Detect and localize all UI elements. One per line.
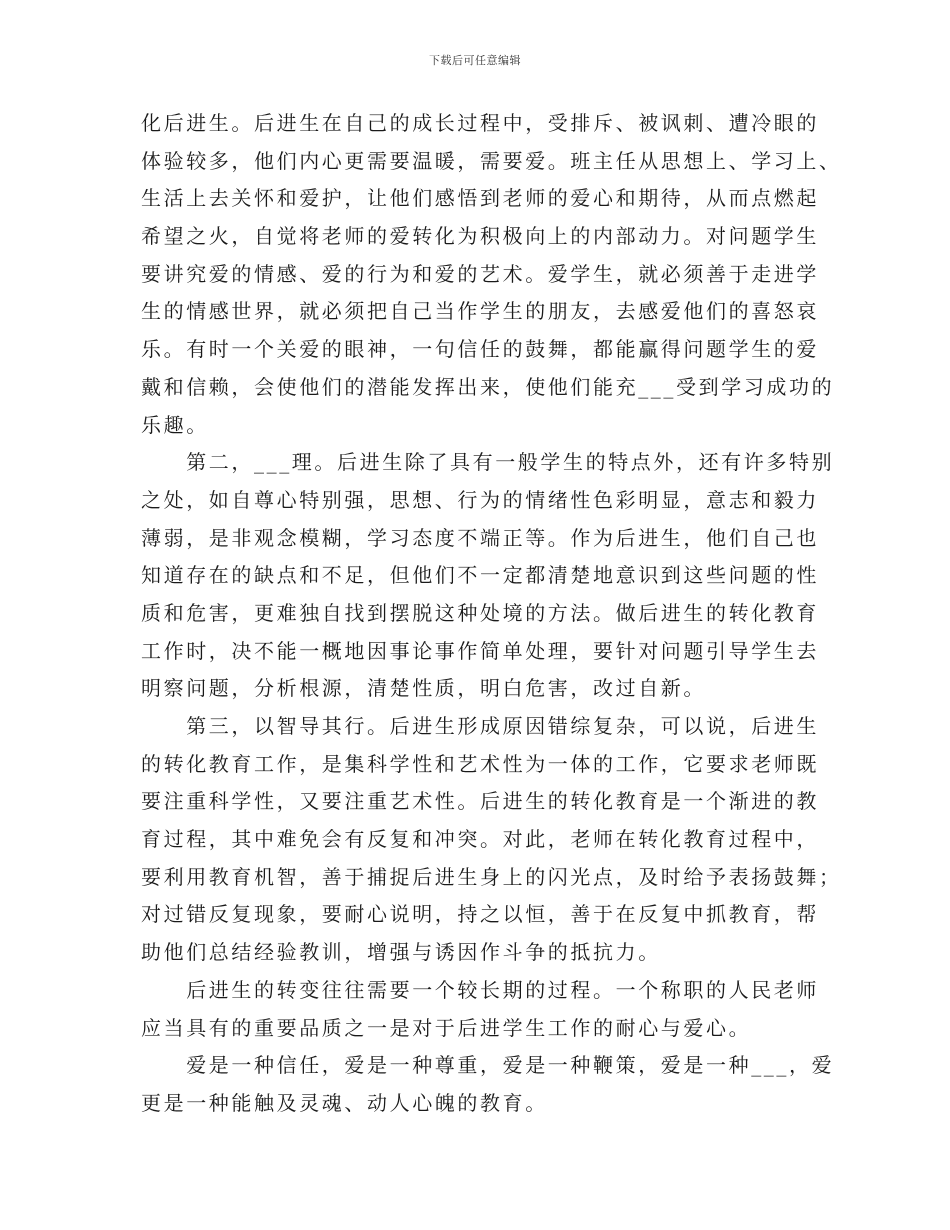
text-line: 后进生的转变往往需要一个较长期的过程。一个称职的人民老师	[141, 977, 819, 1002]
text-line: 生活上去关怀和爱护，让他们感悟到老师的爱心和期待，从而点燃起	[141, 186, 819, 211]
text-line: 助他们总结经验教训，增强与诱因作斗争的抵抗力。	[141, 940, 661, 965]
text-line: 育过程，其中难免会有反复和冲突。对此，老师在转化教育过程中，	[141, 827, 819, 852]
text-line: 生的情感世界，就必须把自己当作学生的朋友，去感爱他们的喜怒哀	[141, 299, 819, 324]
text-line: 乐。有时一个关爱的眼神，一句信任的鼓舞，都能赢得问题学生的爱	[141, 337, 819, 362]
text-line: 要利用教育机智，善于捕捉后进生身上的闪光点，及时给予表扬鼓舞；	[141, 864, 842, 889]
text-line: 第三，以智导其行。后进生形成原因错综复杂，可以说，后进生	[141, 714, 819, 738]
text-line: 要注重科学性，又要注重艺术性。后进生的转化教育是一个渐进的教	[141, 789, 819, 814]
text-line: 之处，如自尊心特别强，思想、行为的情绪性色彩明显，意志和毅力	[141, 487, 819, 512]
text-line: 爱是一种信任，爱是一种尊重，爱是一种鞭策，爱是一种___，爱	[141, 1053, 835, 1078]
text-line: 工作时，决不能一概地因事论事作简单处理，要针对问题引导学生去	[141, 638, 819, 663]
text-line: 明察问题，分析根源，清楚性质，明白危害，改过自新。	[141, 676, 706, 701]
page-header: 下载后可任意编辑	[429, 54, 521, 67]
text-line: 乐趣。	[141, 412, 209, 437]
text-line: 质和危害，更难独自找到摆脱这种处境的方法。做后进生的转化教育	[141, 600, 819, 625]
text-line: 希望之火，自觉将老师的爱转化为积极向上的内部动力。对问题学生	[141, 224, 819, 249]
text-line: 第二，___理。后进生除了具有一般学生的特点外，还有许多特别	[141, 450, 835, 475]
text-line: 戴和信赖，会使他们的潜能发挥出来，使他们能充___受到学习成功的	[141, 374, 835, 399]
text-line: 对过错反复现象，要耐心说明，持之以恒，善于在反复中抓教育，帮	[141, 902, 819, 927]
text-line: 知道存在的缺点和不足，但他们不一定都清楚地意识到这些问题的性	[141, 563, 819, 588]
text-line: 要讲究爱的情感、爱的行为和爱的艺术。爱学生，就必须善于走进学	[141, 261, 819, 286]
text-line: 的转化教育工作，是集科学性和艺术性为一体的工作，它要求老师既	[141, 751, 819, 776]
text-line: 更是一种能触及灵魂、动人心魄的教育。	[141, 1090, 548, 1115]
document-body	[141, 105, 842, 1123]
text-line: 薄弱，是非观念模糊，学习态度不端正等。作为后进生，他们自己也	[141, 525, 819, 550]
text-line: 应当具有的重要品质之一是对于后进学生工作的耐心与爱心。	[141, 1015, 752, 1040]
text-line: 体验较多，他们内心更需要温暖，需要爱。班主任从思想上、学习上、	[141, 148, 842, 173]
text-line: 化后进生。后进生在自己的成长过程中，受排斥、被讽刺、遭冷眼的	[141, 111, 819, 135]
